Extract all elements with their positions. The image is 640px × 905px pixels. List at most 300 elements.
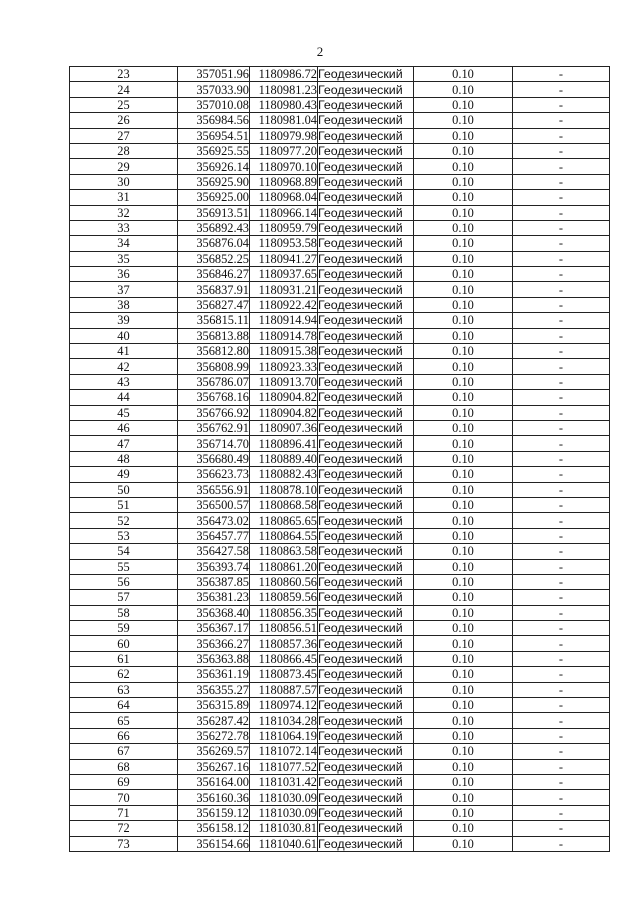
point-number-cell: 73: [70, 836, 178, 851]
x-coordinate-cell: 356160.36: [178, 790, 250, 805]
method-cell: Геодезический: [318, 359, 414, 374]
method-cell: Геодезический: [318, 174, 414, 189]
note-cell: -: [513, 451, 610, 466]
x-coordinate-cell: 356925.00: [178, 190, 250, 205]
point-number-cell: 71: [70, 805, 178, 820]
x-coordinate-cell: 356812.80: [178, 344, 250, 359]
note-cell: -: [513, 251, 610, 266]
accuracy-cell: 0.10: [414, 220, 513, 235]
y-coordinate-cell: 1180896.41: [250, 436, 318, 451]
y-coordinate-cell: 1180878.10: [250, 482, 318, 497]
table-row: [70, 143, 610, 158]
page-number: 2: [316, 44, 324, 59]
accuracy-cell: 0.10: [414, 713, 513, 728]
point-number-cell: 69: [70, 774, 178, 789]
y-coordinate-cell: 1180979.98: [250, 128, 318, 143]
method-cell: Геодезический: [318, 513, 414, 528]
y-coordinate-cell: 1180977.20: [250, 143, 318, 158]
point-number-cell: 29: [70, 159, 178, 174]
method-cell: Геодезический: [318, 236, 414, 251]
coordinates-table: [69, 66, 610, 852]
method-cell: Геодезический: [318, 497, 414, 512]
accuracy-cell: 0.10: [414, 698, 513, 713]
table-row: [70, 698, 610, 713]
point-number-cell: 56: [70, 574, 178, 589]
x-coordinate-cell: 356786.07: [178, 374, 250, 389]
y-coordinate-cell: 1181030.81: [250, 821, 318, 836]
table-row: [70, 420, 610, 435]
table-row: [70, 451, 610, 466]
note-cell: -: [513, 605, 610, 620]
y-coordinate-cell: 1180981.04: [250, 113, 318, 128]
note-cell: -: [513, 528, 610, 543]
y-coordinate-cell: 1181030.09: [250, 790, 318, 805]
point-number-cell: 65: [70, 713, 178, 728]
accuracy-cell: 0.10: [414, 313, 513, 328]
method-cell: Геодезический: [318, 636, 414, 651]
y-coordinate-cell: 1180981.23: [250, 82, 318, 97]
y-coordinate-cell: 1181064.19: [250, 728, 318, 743]
accuracy-cell: 0.10: [414, 821, 513, 836]
x-coordinate-cell: 356808.99: [178, 359, 250, 374]
point-number-cell: 35: [70, 251, 178, 266]
point-number-cell: 70: [70, 790, 178, 805]
y-coordinate-cell: 1180859.56: [250, 590, 318, 605]
x-coordinate-cell: 356768.16: [178, 390, 250, 405]
y-coordinate-cell: 1180968.89: [250, 174, 318, 189]
table-row: [70, 97, 610, 112]
y-coordinate-cell: 1180941.27: [250, 251, 318, 266]
method-cell: Геодезический: [318, 97, 414, 112]
y-coordinate-cell: 1180889.40: [250, 451, 318, 466]
y-coordinate-cell: 1181072.14: [250, 744, 318, 759]
accuracy-cell: 0.10: [414, 559, 513, 574]
accuracy-cell: 0.10: [414, 621, 513, 636]
accuracy-cell: 0.10: [414, 405, 513, 420]
accuracy-cell: 0.10: [414, 544, 513, 559]
x-coordinate-cell: 356813.88: [178, 328, 250, 343]
x-coordinate-cell: 356556.91: [178, 482, 250, 497]
point-number-cell: 31: [70, 190, 178, 205]
note-cell: -: [513, 205, 610, 220]
method-cell: Геодезический: [318, 113, 414, 128]
x-coordinate-cell: 356954.51: [178, 128, 250, 143]
accuracy-cell: 0.10: [414, 497, 513, 512]
accuracy-cell: 0.10: [414, 67, 513, 82]
y-coordinate-cell: 1181077.52: [250, 759, 318, 774]
y-coordinate-cell: 1180959.79: [250, 220, 318, 235]
method-cell: Геодезический: [318, 667, 414, 682]
accuracy-cell: 0.10: [414, 482, 513, 497]
note-cell: -: [513, 344, 610, 359]
method-cell: Геодезический: [318, 698, 414, 713]
method-cell: Геодезический: [318, 790, 414, 805]
table-row: [70, 513, 610, 528]
method-cell: Геодезический: [318, 328, 414, 343]
x-coordinate-cell: 356680.49: [178, 451, 250, 466]
table-row: [70, 374, 610, 389]
point-number-cell: 47: [70, 436, 178, 451]
note-cell: -: [513, 774, 610, 789]
table-row: [70, 359, 610, 374]
x-coordinate-cell: 356500.57: [178, 497, 250, 512]
point-number-cell: 64: [70, 698, 178, 713]
point-number-cell: 45: [70, 405, 178, 420]
accuracy-cell: 0.10: [414, 174, 513, 189]
x-coordinate-cell: 356473.02: [178, 513, 250, 528]
accuracy-cell: 0.10: [414, 205, 513, 220]
note-cell: -: [513, 497, 610, 512]
y-coordinate-cell: 1180931.21: [250, 282, 318, 297]
accuracy-cell: 0.10: [414, 528, 513, 543]
accuracy-cell: 0.10: [414, 236, 513, 251]
x-coordinate-cell: 356623.73: [178, 467, 250, 482]
note-cell: -: [513, 190, 610, 205]
note-cell: -: [513, 420, 610, 435]
y-coordinate-cell: 1180882.43: [250, 467, 318, 482]
table-row: [70, 236, 610, 251]
accuracy-cell: 0.10: [414, 344, 513, 359]
point-number-cell: 59: [70, 621, 178, 636]
accuracy-cell: 0.10: [414, 805, 513, 820]
method-cell: Геодезический: [318, 297, 414, 312]
y-coordinate-cell: 1180864.55: [250, 528, 318, 543]
note-cell: -: [513, 313, 610, 328]
table-row: [70, 328, 610, 343]
method-cell: Геодезический: [318, 836, 414, 851]
table-row: [70, 482, 610, 497]
y-coordinate-cell: 1180953.58: [250, 236, 318, 251]
method-cell: Геодезический: [318, 313, 414, 328]
x-coordinate-cell: 356766.92: [178, 405, 250, 420]
x-coordinate-cell: 356287.42: [178, 713, 250, 728]
point-number-cell: 39: [70, 313, 178, 328]
y-coordinate-cell: 1180868.58: [250, 497, 318, 512]
table-row: [70, 436, 610, 451]
table-row: [70, 220, 610, 235]
method-cell: Геодезический: [318, 621, 414, 636]
x-coordinate-cell: 356892.43: [178, 220, 250, 235]
y-coordinate-cell: 1180856.35: [250, 605, 318, 620]
note-cell: -: [513, 805, 610, 820]
method-cell: Геодезический: [318, 528, 414, 543]
method-cell: Геодезический: [318, 590, 414, 605]
note-cell: -: [513, 97, 610, 112]
method-cell: Геодезический: [318, 651, 414, 666]
note-cell: -: [513, 713, 610, 728]
point-number-cell: 36: [70, 267, 178, 282]
y-coordinate-cell: 1181040.61: [250, 836, 318, 851]
note-cell: -: [513, 113, 610, 128]
table-row: [70, 82, 610, 97]
note-cell: -: [513, 682, 610, 697]
accuracy-cell: 0.10: [414, 420, 513, 435]
x-coordinate-cell: 356366.27: [178, 636, 250, 651]
x-coordinate-cell: 357010.08: [178, 97, 250, 112]
method-cell: Геодезический: [318, 482, 414, 497]
method-cell: Геодезический: [318, 682, 414, 697]
accuracy-cell: 0.10: [414, 297, 513, 312]
x-coordinate-cell: 356925.55: [178, 143, 250, 158]
accuracy-cell: 0.10: [414, 759, 513, 774]
y-coordinate-cell: 1181031.42: [250, 774, 318, 789]
method-cell: Геодезический: [318, 67, 414, 82]
point-number-cell: 44: [70, 390, 178, 405]
y-coordinate-cell: 1180873.45: [250, 667, 318, 682]
point-number-cell: 26: [70, 113, 178, 128]
method-cell: Геодезический: [318, 574, 414, 589]
table-row: [70, 682, 610, 697]
y-coordinate-cell: 1180914.78: [250, 328, 318, 343]
method-cell: Геодезический: [318, 205, 414, 220]
method-cell: Геодезический: [318, 190, 414, 205]
method-cell: Геодезический: [318, 744, 414, 759]
method-cell: Геодезический: [318, 544, 414, 559]
accuracy-cell: 0.10: [414, 636, 513, 651]
note-cell: -: [513, 467, 610, 482]
table-row: [70, 467, 610, 482]
note-cell: -: [513, 405, 610, 420]
point-number-cell: 72: [70, 821, 178, 836]
y-coordinate-cell: 1180866.45: [250, 651, 318, 666]
table-row: [70, 744, 610, 759]
method-cell: Геодезический: [318, 821, 414, 836]
method-cell: Геодезический: [318, 128, 414, 143]
method-cell: Геодезический: [318, 267, 414, 282]
point-number-cell: 61: [70, 651, 178, 666]
method-cell: Геодезический: [318, 143, 414, 158]
table-row: [70, 190, 610, 205]
x-coordinate-cell: 356269.57: [178, 744, 250, 759]
x-coordinate-cell: 356368.40: [178, 605, 250, 620]
point-number-cell: 43: [70, 374, 178, 389]
accuracy-cell: 0.10: [414, 467, 513, 482]
x-coordinate-cell: 356367.17: [178, 621, 250, 636]
point-number-cell: 58: [70, 605, 178, 620]
point-number-cell: 37: [70, 282, 178, 297]
accuracy-cell: 0.10: [414, 374, 513, 389]
note-cell: -: [513, 513, 610, 528]
point-number-cell: 40: [70, 328, 178, 343]
y-coordinate-cell: 1180861.20: [250, 559, 318, 574]
method-cell: Геодезический: [318, 559, 414, 574]
y-coordinate-cell: 1181034.28: [250, 713, 318, 728]
table-row: [70, 805, 610, 820]
method-cell: Геодезический: [318, 728, 414, 743]
accuracy-cell: 0.10: [414, 451, 513, 466]
table-row: [70, 174, 610, 189]
x-coordinate-cell: 356846.27: [178, 267, 250, 282]
x-coordinate-cell: 356427.58: [178, 544, 250, 559]
table-row: [70, 759, 610, 774]
accuracy-cell: 0.10: [414, 836, 513, 851]
table-row: [70, 205, 610, 220]
y-coordinate-cell: 1180914.94: [250, 313, 318, 328]
method-cell: Геодезический: [318, 420, 414, 435]
y-coordinate-cell: 1180915.38: [250, 344, 318, 359]
method-cell: Геодезический: [318, 82, 414, 97]
x-coordinate-cell: 356393.74: [178, 559, 250, 574]
y-coordinate-cell: 1180923.33: [250, 359, 318, 374]
x-coordinate-cell: 356158.12: [178, 821, 250, 836]
x-coordinate-cell: 356925.90: [178, 174, 250, 189]
x-coordinate-cell: 356315.89: [178, 698, 250, 713]
table-row: [70, 251, 610, 266]
x-coordinate-cell: 356381.23: [178, 590, 250, 605]
y-coordinate-cell: 1180857.36: [250, 636, 318, 651]
accuracy-cell: 0.10: [414, 267, 513, 282]
x-coordinate-cell: 356154.66: [178, 836, 250, 851]
note-cell: -: [513, 236, 610, 251]
method-cell: Геодезический: [318, 451, 414, 466]
accuracy-cell: 0.10: [414, 82, 513, 97]
x-coordinate-cell: 356876.04: [178, 236, 250, 251]
table-row: [70, 821, 610, 836]
table-row: [70, 667, 610, 682]
accuracy-cell: 0.10: [414, 128, 513, 143]
y-coordinate-cell: 1180986.72: [250, 67, 318, 82]
table-row: [70, 651, 610, 666]
x-coordinate-cell: 356837.91: [178, 282, 250, 297]
accuracy-cell: 0.10: [414, 774, 513, 789]
point-number-cell: 55: [70, 559, 178, 574]
note-cell: -: [513, 636, 610, 651]
accuracy-cell: 0.10: [414, 667, 513, 682]
accuracy-cell: 0.10: [414, 328, 513, 343]
point-number-cell: 24: [70, 82, 178, 97]
y-coordinate-cell: 1180968.04: [250, 190, 318, 205]
accuracy-cell: 0.10: [414, 282, 513, 297]
table-row: [70, 159, 610, 174]
point-number-cell: 32: [70, 205, 178, 220]
table-row: [70, 405, 610, 420]
accuracy-cell: 0.10: [414, 682, 513, 697]
x-coordinate-cell: 356355.27: [178, 682, 250, 697]
note-cell: -: [513, 390, 610, 405]
table-row: [70, 497, 610, 512]
method-cell: Геодезический: [318, 251, 414, 266]
point-number-cell: 25: [70, 97, 178, 112]
method-cell: Геодезический: [318, 282, 414, 297]
point-number-cell: 34: [70, 236, 178, 251]
note-cell: -: [513, 698, 610, 713]
y-coordinate-cell: 1180966.14: [250, 205, 318, 220]
table-row: [70, 774, 610, 789]
x-coordinate-cell: 356762.91: [178, 420, 250, 435]
table-row: [70, 559, 610, 574]
point-number-cell: 38: [70, 297, 178, 312]
note-cell: -: [513, 220, 610, 235]
x-coordinate-cell: 356827.47: [178, 297, 250, 312]
y-coordinate-cell: 1180887.57: [250, 682, 318, 697]
note-cell: -: [513, 544, 610, 559]
note-cell: -: [513, 374, 610, 389]
x-coordinate-cell: 356267.16: [178, 759, 250, 774]
accuracy-cell: 0.10: [414, 159, 513, 174]
method-cell: Геодезический: [318, 159, 414, 174]
note-cell: -: [513, 559, 610, 574]
table-row: [70, 128, 610, 143]
note-cell: -: [513, 267, 610, 282]
method-cell: Геодезический: [318, 605, 414, 620]
note-cell: -: [513, 143, 610, 158]
point-number-cell: 62: [70, 667, 178, 682]
x-coordinate-cell: 356361.19: [178, 667, 250, 682]
note-cell: -: [513, 128, 610, 143]
y-coordinate-cell: 1180904.82: [250, 390, 318, 405]
note-cell: -: [513, 174, 610, 189]
point-number-cell: 54: [70, 544, 178, 559]
table-row: [70, 713, 610, 728]
method-cell: Геодезический: [318, 344, 414, 359]
point-number-cell: 49: [70, 467, 178, 482]
x-coordinate-cell: 356984.56: [178, 113, 250, 128]
table-row: [70, 636, 610, 651]
x-coordinate-cell: 356913.51: [178, 205, 250, 220]
table-row: [70, 113, 610, 128]
point-number-cell: 46: [70, 420, 178, 435]
x-coordinate-cell: 356714.70: [178, 436, 250, 451]
accuracy-cell: 0.10: [414, 143, 513, 158]
note-cell: -: [513, 574, 610, 589]
y-coordinate-cell: 1180980.43: [250, 97, 318, 112]
point-number-cell: 57: [70, 590, 178, 605]
accuracy-cell: 0.10: [414, 651, 513, 666]
y-coordinate-cell: 1181030.09: [250, 805, 318, 820]
method-cell: Геодезический: [318, 390, 414, 405]
point-number-cell: 53: [70, 528, 178, 543]
table-row: [70, 67, 610, 82]
table-row: [70, 544, 610, 559]
method-cell: Геодезический: [318, 774, 414, 789]
point-number-cell: 51: [70, 497, 178, 512]
x-coordinate-cell: 356926.14: [178, 159, 250, 174]
y-coordinate-cell: 1180860.56: [250, 574, 318, 589]
table-row: [70, 297, 610, 312]
accuracy-cell: 0.10: [414, 790, 513, 805]
table-row: [70, 390, 610, 405]
table-row: [70, 282, 610, 297]
point-number-cell: 30: [70, 174, 178, 189]
x-coordinate-cell: 356363.88: [178, 651, 250, 666]
table-row: [70, 790, 610, 805]
point-number-cell: 23: [70, 67, 178, 82]
note-cell: -: [513, 836, 610, 851]
accuracy-cell: 0.10: [414, 97, 513, 112]
point-number-cell: 50: [70, 482, 178, 497]
point-number-cell: 48: [70, 451, 178, 466]
note-cell: -: [513, 297, 610, 312]
table-row: [70, 528, 610, 543]
note-cell: -: [513, 82, 610, 97]
x-coordinate-cell: 356852.25: [178, 251, 250, 266]
table-row: [70, 605, 610, 620]
method-cell: Геодезический: [318, 805, 414, 820]
table-row: [70, 344, 610, 359]
table-row: [70, 267, 610, 282]
point-number-cell: 33: [70, 220, 178, 235]
y-coordinate-cell: 1180913.70: [250, 374, 318, 389]
accuracy-cell: 0.10: [414, 113, 513, 128]
table-row: [70, 574, 610, 589]
y-coordinate-cell: 1180937.65: [250, 267, 318, 282]
table-row: [70, 836, 610, 851]
note-cell: -: [513, 67, 610, 82]
point-number-cell: 66: [70, 728, 178, 743]
note-cell: -: [513, 744, 610, 759]
coordinates-table-body: [70, 67, 610, 852]
table-row: [70, 313, 610, 328]
